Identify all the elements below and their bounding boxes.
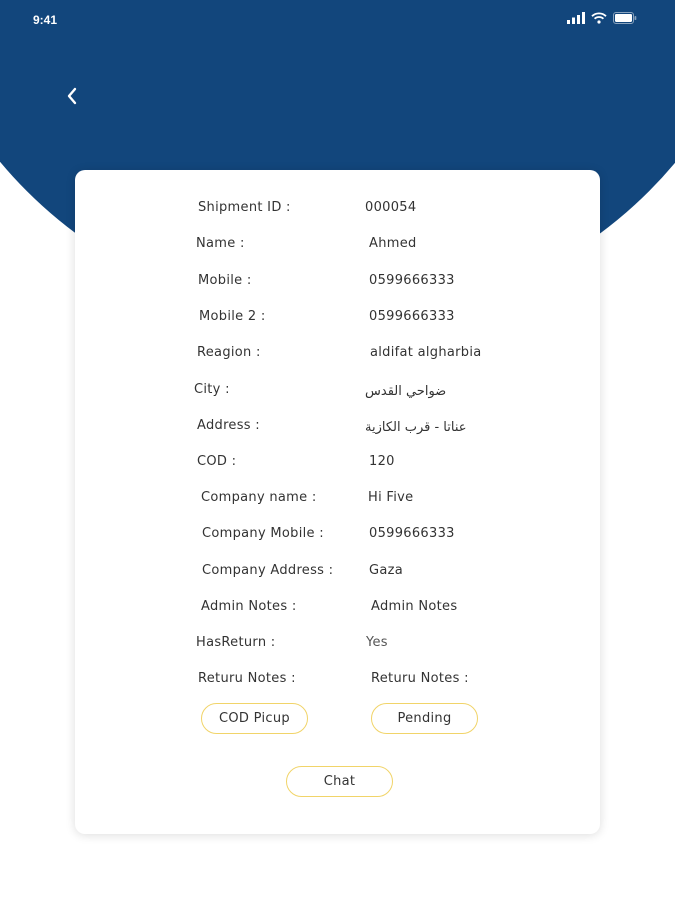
has-return-label: HasReturn :: [196, 635, 276, 650]
company-address-label: Company Address :: [202, 563, 334, 578]
return-notes-value: Returu Notes :: [371, 671, 469, 686]
pending-button[interactable]: Pending: [371, 703, 478, 734]
name-value: Ahmed: [369, 236, 417, 251]
return-notes-label: Returu Notes :: [198, 671, 296, 686]
cod-picup-button[interactable]: COD Picup: [201, 703, 308, 734]
chat-button[interactable]: Chat: [286, 766, 393, 797]
city-label: City :: [194, 382, 230, 397]
status-icons: [567, 12, 637, 24]
address-value: عناتا - قرب الكازية: [365, 420, 467, 435]
mobile-label: Mobile :: [198, 273, 252, 288]
chevron-left-icon: [66, 87, 78, 105]
company-address-value: Gaza: [369, 563, 404, 578]
shipment-id-value: 000054: [365, 200, 417, 215]
mobile-value: 0599666333: [369, 273, 455, 288]
company-name-value: Hi Five: [368, 490, 414, 505]
admin-notes-value: Admin Notes: [371, 599, 458, 614]
battery-icon: [613, 12, 637, 24]
cod-label: COD :: [197, 454, 237, 469]
region-value: aldifat algharbia: [370, 345, 482, 360]
back-button[interactable]: [58, 82, 86, 110]
address-label: Address :: [197, 418, 260, 433]
company-mobile-value: 0599666333: [369, 526, 455, 541]
mobile-2-label: Mobile 2 :: [199, 309, 266, 324]
company-name-label: Company name :: [201, 490, 317, 505]
wifi-icon: [591, 12, 607, 24]
status-bar: [0, 0, 675, 40]
shipment-id-label: Shipment ID :: [198, 200, 291, 215]
signal-icon: [567, 12, 585, 24]
region-label: Reagion :: [197, 345, 261, 360]
city-value: ضواحي القدس: [365, 384, 447, 399]
company-mobile-label: Company Mobile :: [202, 526, 324, 541]
admin-notes-label: Admin Notes :: [201, 599, 297, 614]
cod-value: 120: [369, 454, 395, 469]
name-label: Name :: [196, 236, 245, 251]
status-time: 9:41: [33, 13, 58, 27]
mobile-2-value: 0599666333: [369, 309, 455, 324]
has-return-value: Yes: [366, 635, 388, 650]
shipment-details-card: [75, 170, 600, 834]
